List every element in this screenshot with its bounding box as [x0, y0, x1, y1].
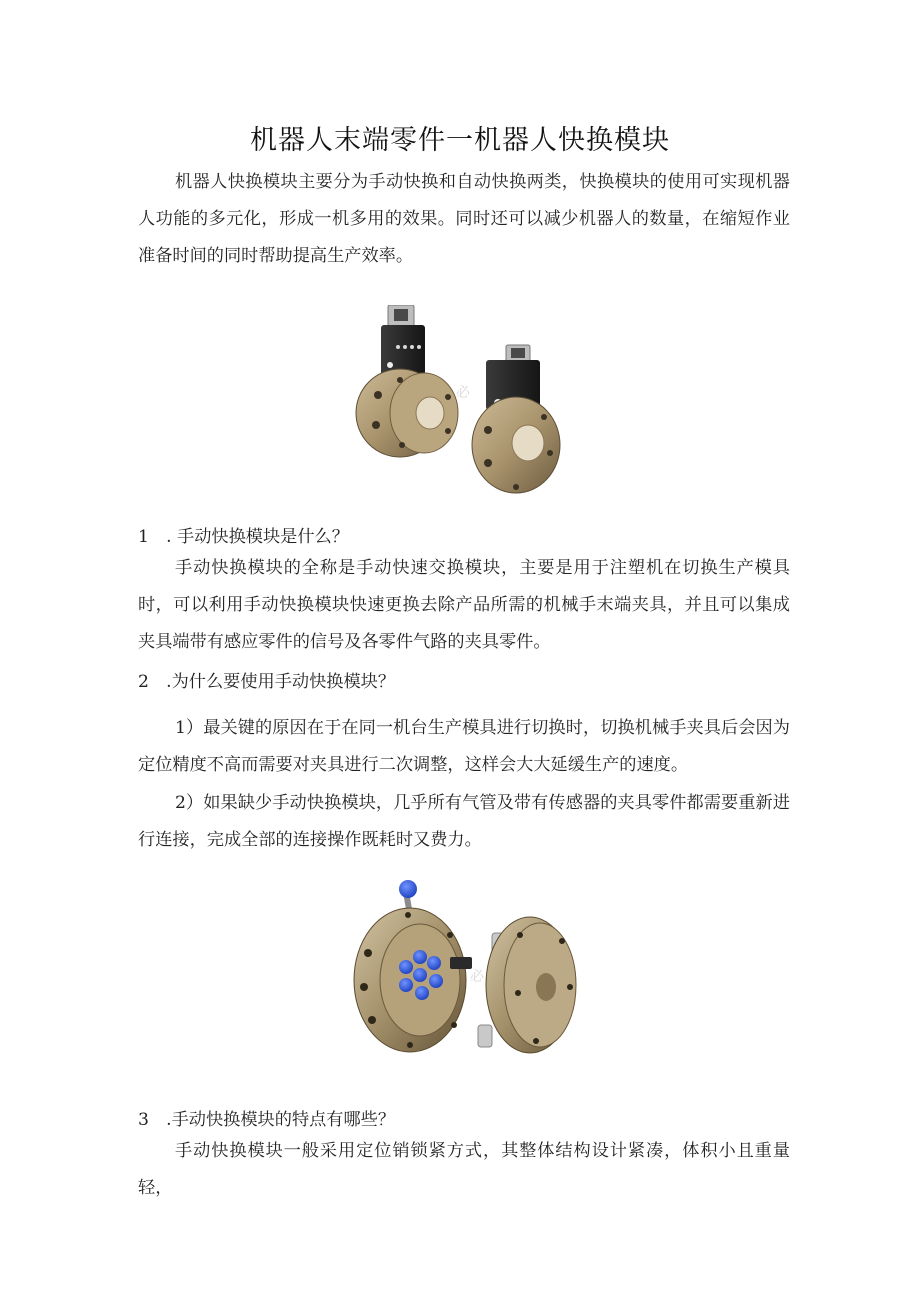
- watermark-glyph: 必: [456, 385, 470, 401]
- quick-change-module-photo-1: [338, 305, 598, 500]
- quick-change-module-photo-2: [350, 875, 580, 1070]
- document-title: 机器人末端零件一机器人快换模块: [250, 125, 670, 156]
- section-2-item-2: 2）如果缺少手动快换模块，几乎所有气管及带有传感器的夹具零件都需要重新进行连接，完成全部的连接操作既耗时又费力。: [138, 793, 790, 850]
- intro-paragraph: 机器人快换模块主要分为手动快换和自动快换两类，快换模块的使用可实现机器人功能的多元化，形成一机多用的效果。同时还可以减少机器人的数量，在缩短作业准备时间的同时帮助提高生产效率。: [138, 172, 790, 266]
- section-2-item-1: 1）最关键的原因在于在同一机台生产模具进行切换时，切换机械手夹具后会因为定位精度不高而需要对夹具进行二次调整，这样会大大延缓生产的速度。: [138, 718, 790, 775]
- section-1-body: 手动快换模块的全称是手动快速交换模块，主要是用于注塑机在切换生产模具时，可以利用手动快换模块快速更换去除产品所需的机械手末端夹具，并且可以集成夹具端带有感应零件的信号及各零件气路的夹具零件。: [138, 558, 790, 652]
- section-3-body: 手动快换模块一般采用定位销锁紧方式，其整体结构设计紧凑，体积小且重量轻，: [138, 1141, 790, 1198]
- watermark-glyph: 必: [470, 969, 484, 985]
- section-3-heading: 3 .手动快换模块的特点有哪些？: [138, 1110, 396, 1130]
- section-2-heading: 2 .为什么要使用手动快换模块？: [138, 672, 396, 692]
- section-1-heading: 1 . 手动快换模块是什么？: [138, 527, 349, 547]
